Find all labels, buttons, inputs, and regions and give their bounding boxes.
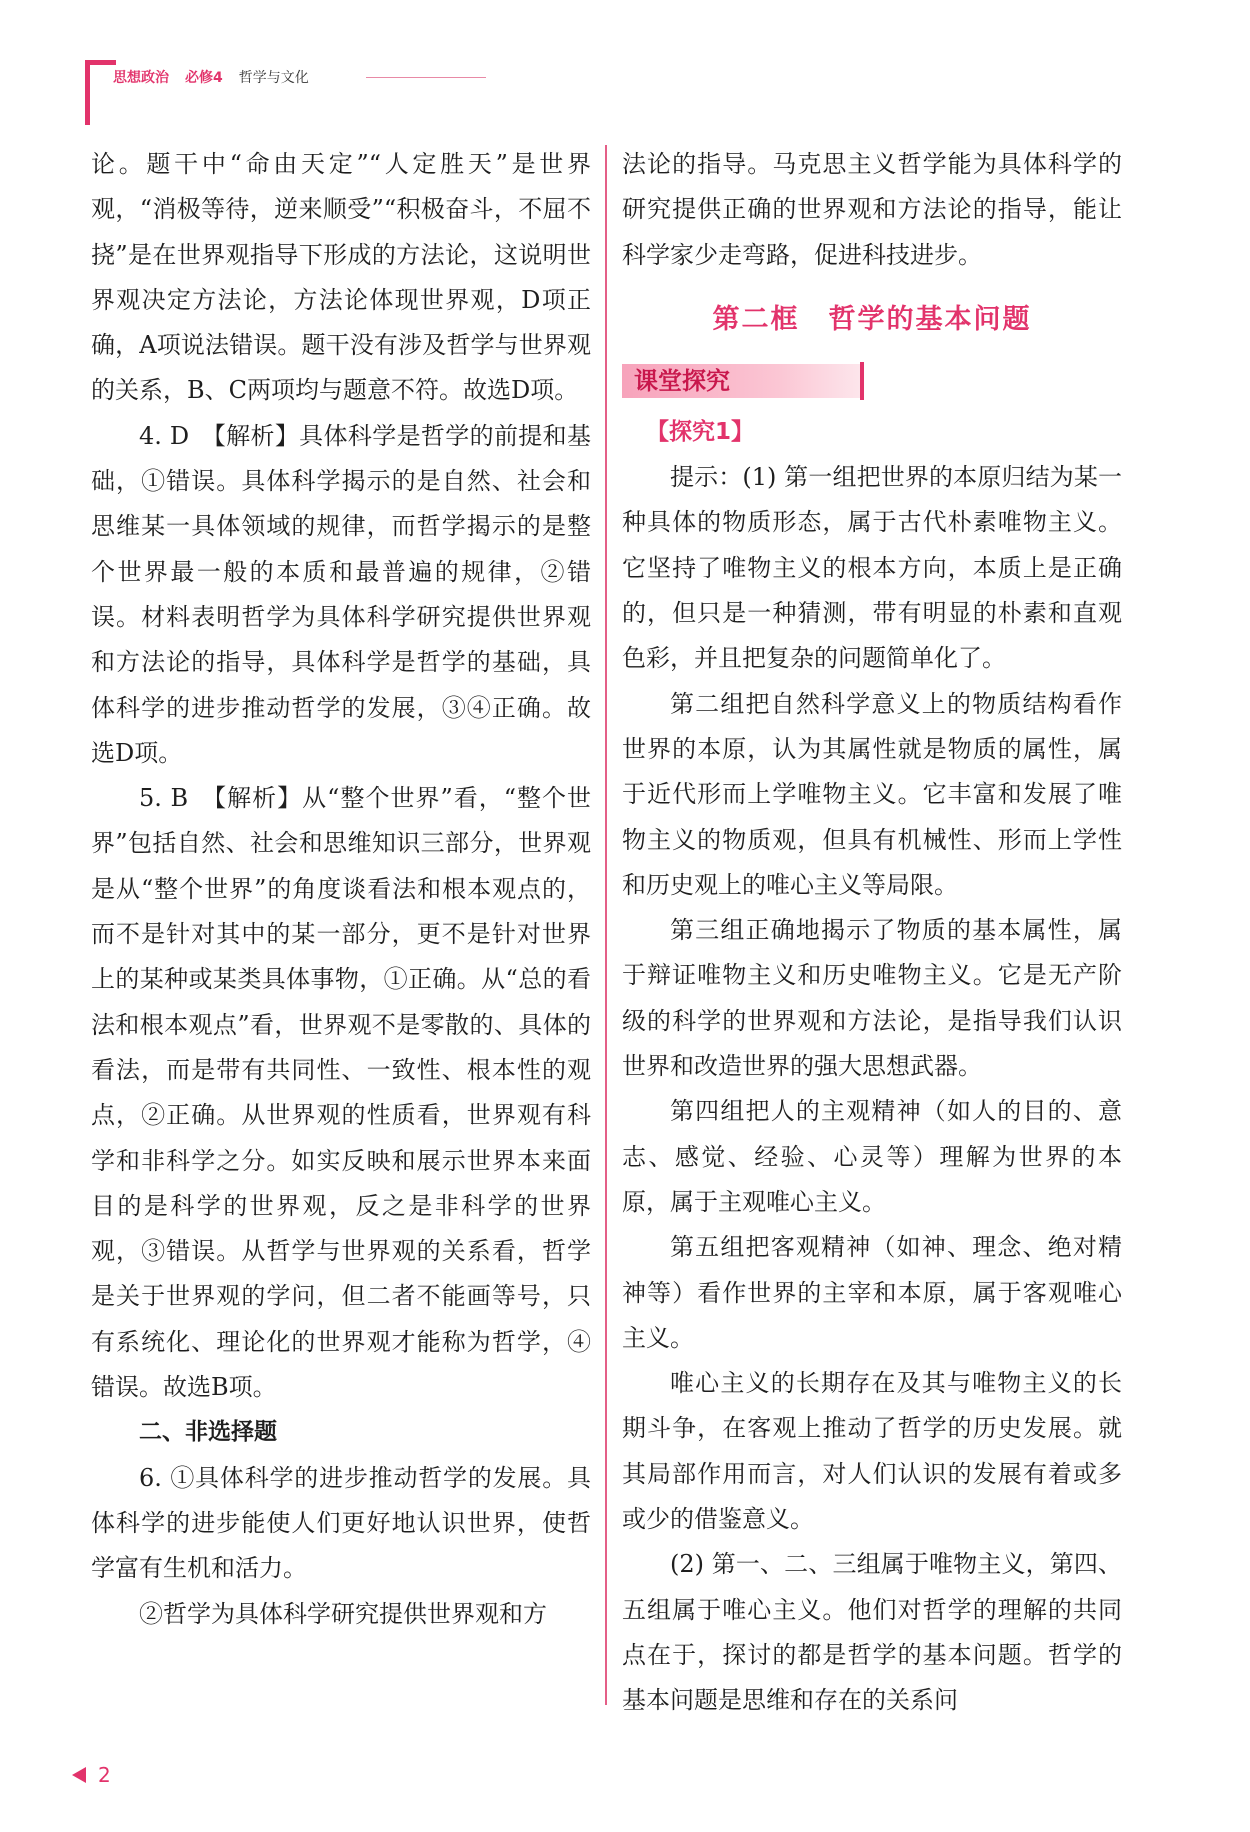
answer-6-part-2: ②哲学为具体科学研究提供世界观和方: [139, 1599, 547, 1628]
ribbon-end-bar: [860, 362, 864, 400]
right-column: [622, 142, 1122, 1724]
column-divider: [605, 145, 607, 1705]
frame-title: 第二框 哲学的基本问题: [712, 303, 1032, 335]
left-column: [91, 142, 591, 1637]
page-marker-icon: [72, 1767, 86, 1783]
explore-paragraph: 第二组把自然科学意义上的物质结构看作世界的本原，认为其属性就是物质的属性，属于近代形而上学唯物主义。它丰富和发展了唯物主义的物质观，但具有机械性、形而上学性和历史观上的唯心主义等局限。: [622, 689, 1122, 899]
explore-paragraph: 第四组把人的主观精神（如人的目的、意志、感觉、经验、心灵等）理解为世界的本原，属于主观唯心主义。: [622, 1097, 1122, 1216]
answer-4: 4. D 【解析】具体科学是哲学的前提和基础，①错误。具体科学揭示的是自然、社会和思维某一具体领域的规律，而哲学揭示的是整个世界最一般的本质和最普遍的规律，②错误。材料表明哲学为具体科学研究提供世界观和方法论的指导，具体科学是哲学的基础，具体科学的进步推动哲学的发展，③④正确。故选D项。: [91, 421, 591, 767]
explore-paragraph: 第五组把客观精神（如神、理念、绝对精神等）看作世界的主宰和本原，属于客观唯心主义。: [622, 1233, 1122, 1352]
answer-6-part-1: 6. ①具体科学的进步推动哲学的发展。具体科学的进步能使人们更好地认识世界，使哲学富有生机和活力。: [91, 1463, 591, 1583]
explore-paragraph: 唯心主义的长期存在及其与唯物主义的长期斗争，在客观上推动了哲学的历史发展。就其局部作用而言，对人们认识的发展有着或多或少的借鉴意义。: [622, 1369, 1122, 1534]
header-book: 哲学与文化: [238, 70, 309, 86]
section-heading-non-choice: 二、非选择题: [139, 1419, 277, 1446]
answer-3-continued: 论。题干中“命由天定”“人定胜天”是世界观，“消极等待，逆来顺受”“积极奋斗，不屈不挠”是在世界观指导下形成的方法论，这说明世界观决定方法论，方法论体现世界观，D项正确，A项说法错误。题干没有涉及哲学与世界观的关系，B、C两项均与题意不符。故选D项。: [91, 150, 591, 405]
explore-label: 【探究1】: [646, 418, 755, 445]
section-ribbon: [622, 356, 1122, 410]
page-number: [72, 1760, 111, 1790]
header-subject: 思想政治: [113, 70, 169, 86]
running-header: [113, 65, 309, 89]
header-rule: [366, 77, 486, 78]
answer-5: 5. B 【解析】从“整个世界”看，“整个世界”包括自然、社会和思维知识三部分，世界观是从“整个世界”的角度谈看法和根本观点的，而不是针对其中的某一部分，更不是针对世界上的某种或某类具体事物，①正确。从“总的看法和根本观点”看，世界观不是零散的、具体的看法，而是带有共同性、一致性、根本性的观点，②正确。从世界观的性质看，世界观有科学和非科学之分。如实反映和展示世界本来面目的是科学的世界观，反之是非科学的世界观，③错误。从哲学与世界观的关系看，哲学是关于世界观的学问，但二者不能画等号，只有系统化、理论化的世界观才能称为哲学，④错误。故选B项。: [91, 784, 591, 1402]
answer-6-continued: 法论的指导。马克思主义哲学能为具体科学的研究提供正确的世界观和方法论的指导，能让科学家少走弯路，促进科技进步。: [622, 150, 1122, 269]
header-volume: 必修4: [185, 70, 223, 86]
header-corner-mark: [85, 60, 116, 125]
explore-paragraph: 第三组正确地揭示了物质的基本属性，属于辩证唯物主义和历史唯物主义。它是无产阶级的科学的世界观和方法论，是指导我们认识世界和改造世界的强大思想武器。: [622, 916, 1122, 1081]
ribbon-label: 课堂探究: [634, 366, 730, 395]
page-number-text: 2: [98, 1763, 111, 1787]
explore-paragraph: (2) 第一、二、三组属于唯物主义，第四、五组属于唯心主义。他们对哲学的理解的共同点在于，探讨的都是哲学的基本问题。哲学的基本问题是思维和存在的关系问: [622, 1550, 1122, 1715]
explore-paragraph: 提示：(1) 第一组把世界的本原归结为某一种具体的物质形态，属于古代朴素唯物主义。它坚持了唯物主义的根本方向，本质上是正确的，但只是一种猜测，带有明显的朴素和直观色彩，并且把复杂的问题简单化了。: [622, 463, 1122, 673]
